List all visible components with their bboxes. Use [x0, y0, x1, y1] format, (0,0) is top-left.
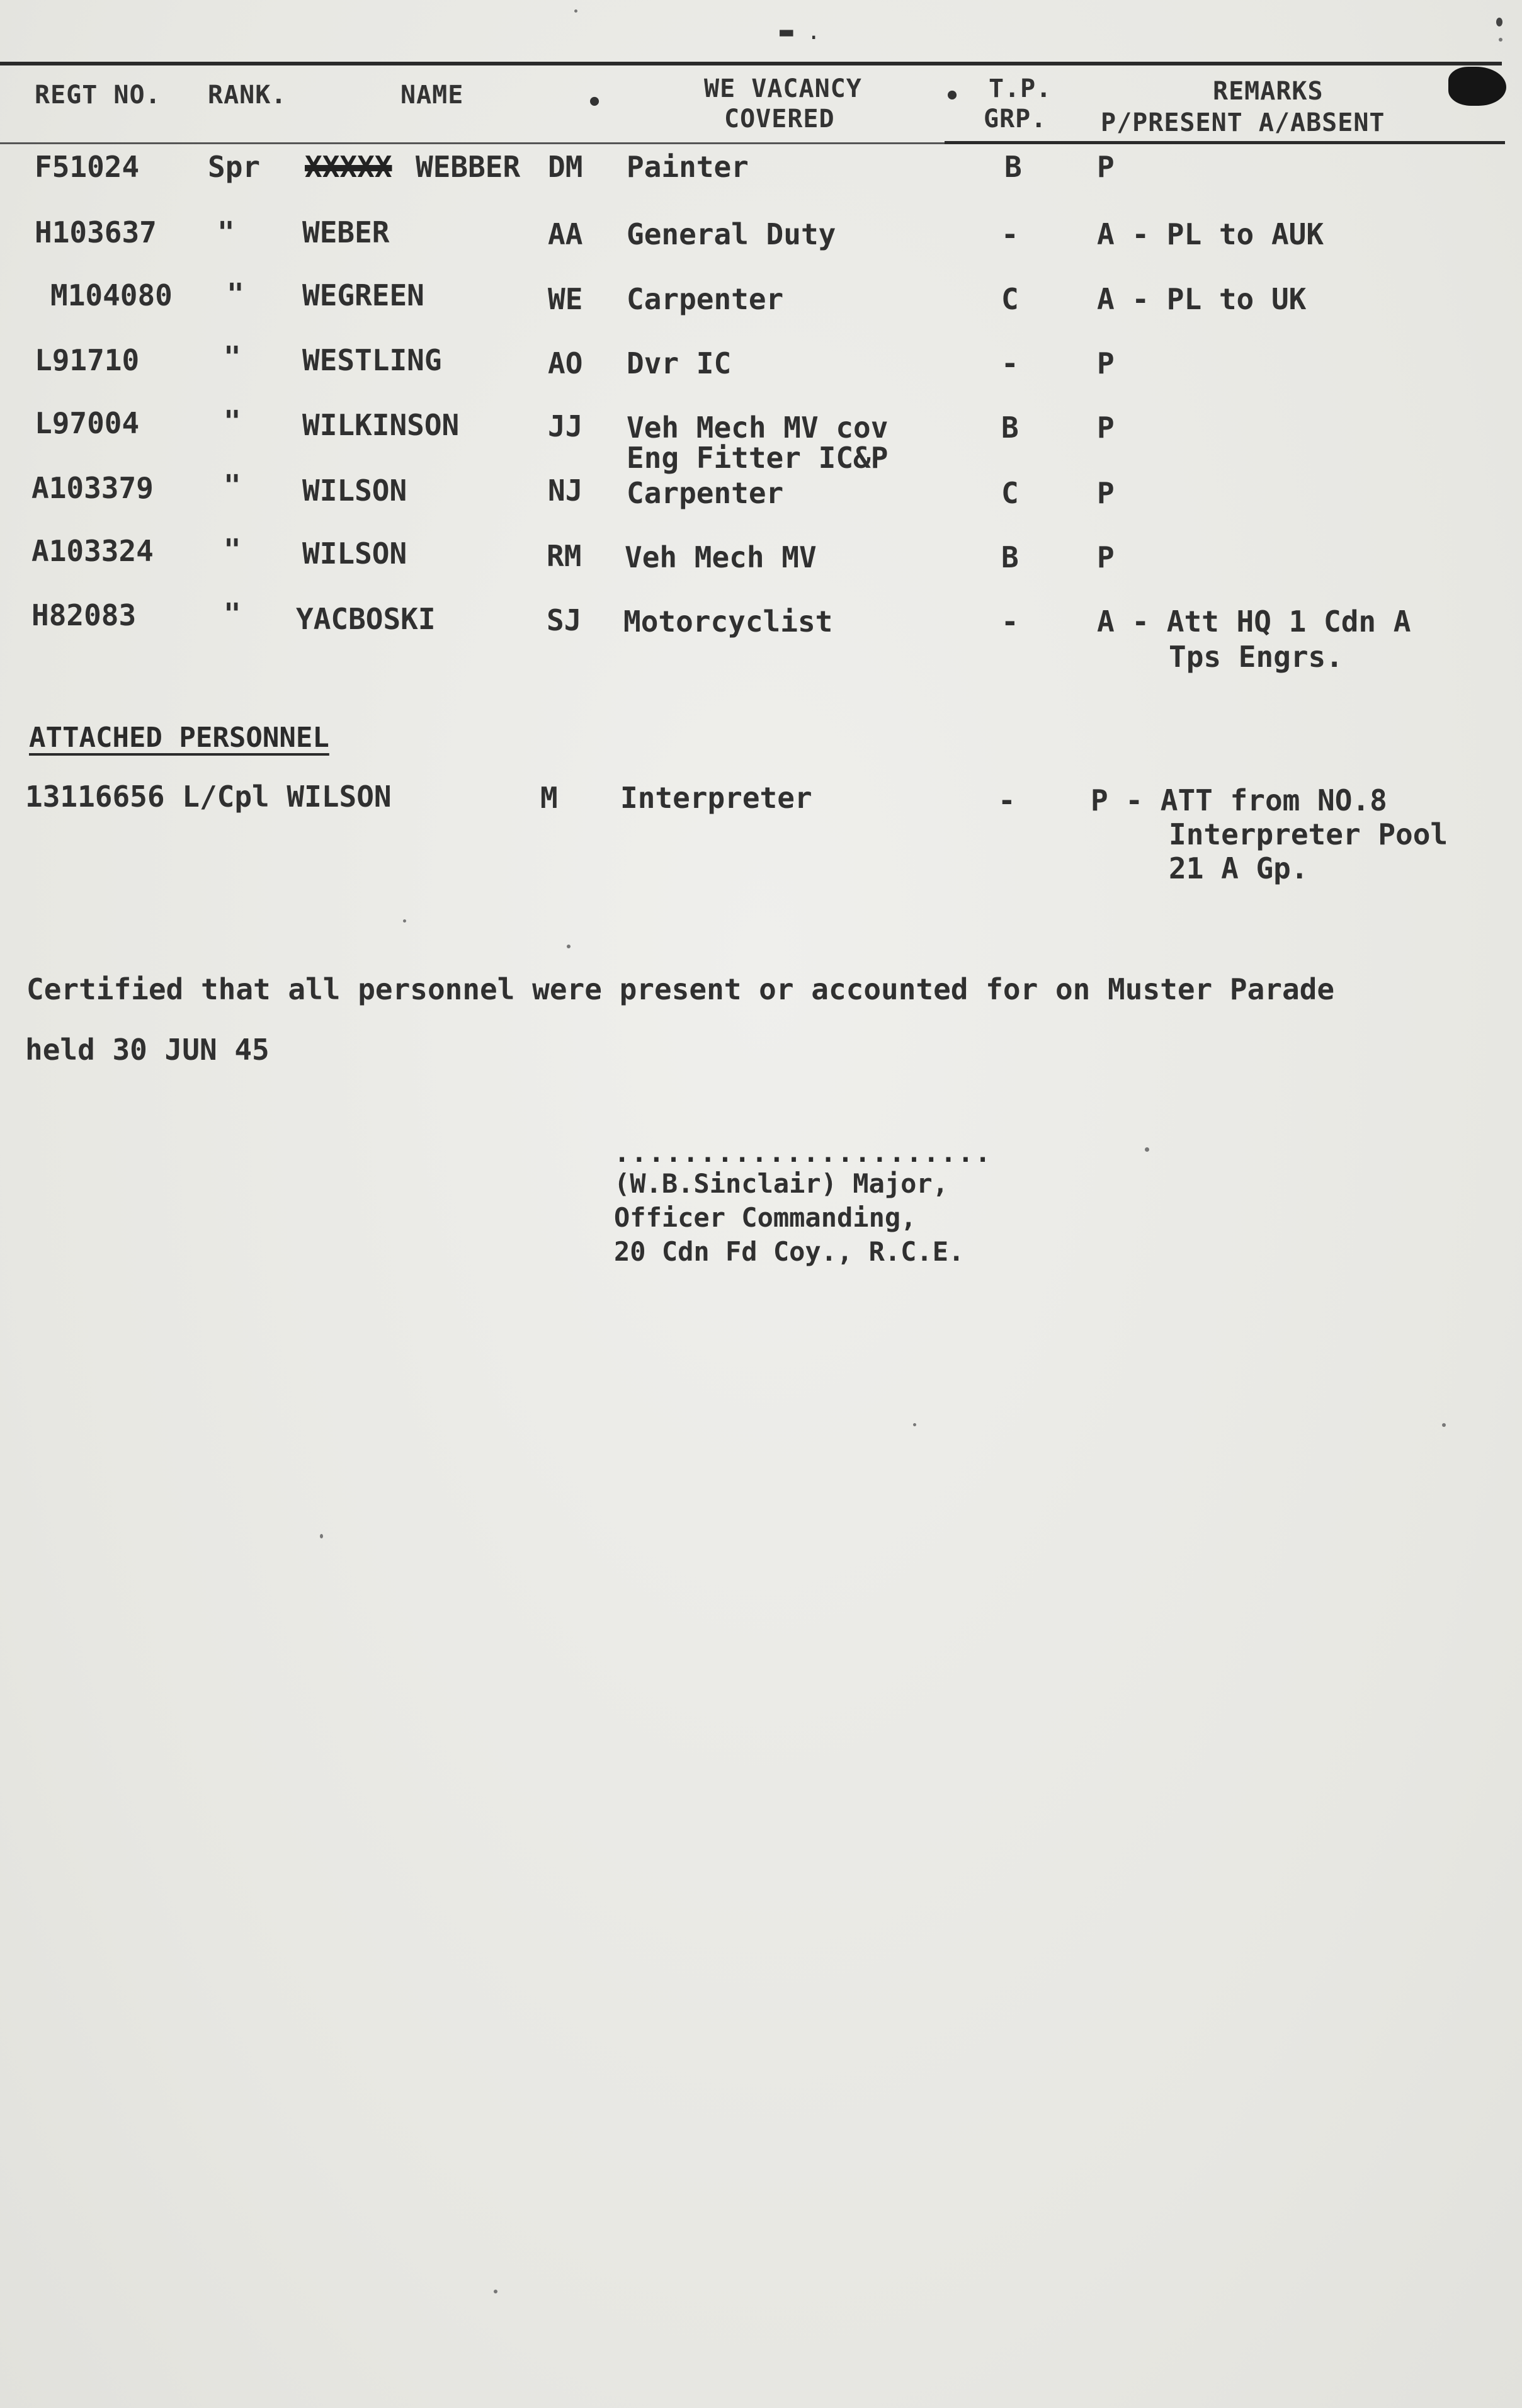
tp-grp: -: [1001, 217, 1019, 251]
attached-regt-rank-name: 13116656 L/Cpl WILSON: [25, 780, 392, 814]
vacancy: Motorcyclist: [623, 605, 833, 639]
name: YACBOSKI: [296, 602, 436, 636]
vacancy: Interpreter: [620, 781, 812, 815]
header-remarks-line2: P/PRESENT A/ABSENT: [1101, 108, 1385, 137]
remarks: A - PL to AUK: [1097, 217, 1324, 251]
struck-out-name: XXXXX: [305, 150, 392, 184]
vacancy: Veh Mech MV: [625, 540, 817, 574]
paper-speck: [913, 1423, 916, 1426]
rank: ": [227, 277, 244, 311]
remarks: P: [1097, 150, 1115, 184]
top-rule: [0, 62, 1502, 65]
initials: M: [540, 781, 558, 815]
paper-speck: [403, 919, 406, 923]
name: WILSON: [302, 474, 407, 508]
section-heading: ATTACHED PERSONNEL: [29, 722, 329, 754]
regt-no: F51024: [35, 150, 140, 184]
regt-no: A103379: [31, 471, 154, 505]
tp-grp: -: [1001, 346, 1019, 380]
initials: NJ: [548, 474, 583, 508]
remarks: P: [1097, 476, 1115, 510]
paper-speck: [1145, 1147, 1149, 1152]
remarks: P: [1097, 346, 1115, 380]
vacancy: Veh Mech MV cov: [627, 411, 889, 445]
regt-no: H103637: [35, 215, 157, 249]
initials: DM: [548, 150, 583, 184]
initials: WE: [548, 282, 583, 316]
name: WESTLING: [302, 343, 442, 377]
initials: AO: [548, 346, 583, 380]
initials: RM: [547, 539, 582, 573]
header-tp-line2: GRP.: [984, 105, 1047, 133]
tp-grp: C: [1001, 282, 1019, 316]
vacancy-continued: Eng Fitter IC&P: [627, 441, 889, 475]
header-name: NAME: [400, 81, 464, 110]
regt-no: M104080: [50, 278, 173, 312]
header-rank: RANK.: [208, 81, 287, 110]
vacancy: Carpenter: [627, 476, 784, 510]
paper-speck: [567, 945, 571, 948]
tp-grp: -: [1001, 605, 1019, 639]
tp-grp: C: [1001, 476, 1019, 510]
paper-speck: [574, 9, 577, 13]
remarks: A - PL to UK: [1097, 282, 1307, 316]
tp-grp: B: [1004, 150, 1022, 184]
header-regt-no: REGT NO.: [35, 81, 161, 110]
ink-speck: [1496, 18, 1502, 26]
regt-no: L97004: [35, 406, 140, 440]
signatory-name: (W.B.Sinclair) Major,: [614, 1168, 949, 1199]
certification-date-line: held 30 JUN 45: [25, 1033, 270, 1067]
paper-speck: [494, 2290, 497, 2293]
header-dot: •: [587, 88, 603, 117]
header-vacancy-line2: COVERED: [724, 105, 835, 133]
name: WEBER: [302, 215, 390, 249]
name: WEGREEN: [302, 278, 424, 312]
initials: JJ: [548, 409, 583, 443]
tp-grp: -: [998, 783, 1016, 817]
vacancy: Carpenter: [627, 282, 784, 316]
rank: ": [224, 533, 241, 567]
signatory-unit: 20 Cdn Fd Coy., R.C.E.: [614, 1236, 965, 1267]
rank: ": [224, 597, 241, 631]
vacancy: Dvr IC: [627, 346, 732, 380]
initials: SJ: [547, 603, 582, 637]
rank: ": [224, 469, 241, 503]
certification-line: Certified that all personnel were present or accounted for on Muster Parade: [26, 972, 1335, 1006]
remarks: P - ATT from NO.8: [1091, 783, 1387, 817]
header-vacancy-line1: WE VACANCY: [704, 74, 862, 103]
vacancy: Painter: [627, 150, 749, 184]
name: WEBBER: [416, 150, 521, 184]
rank: ": [224, 404, 241, 438]
regt-no: L91710: [35, 343, 140, 377]
name: WILSON: [302, 537, 407, 571]
rank: ": [217, 215, 235, 249]
remarks-continued: Interpreter Pool: [1169, 817, 1448, 851]
remarks: P: [1097, 540, 1115, 574]
paper-speck: [1442, 1423, 1446, 1427]
initials: AA: [548, 217, 583, 251]
header-remarks-line1: REMARKS: [1213, 77, 1324, 106]
remarks-continued: 21 A Gp.: [1169, 851, 1309, 885]
header-dot: •: [945, 82, 961, 111]
header-tp-line1: T.P.: [989, 74, 1052, 103]
regt-no: A103324: [31, 534, 154, 568]
signature-line: ......................: [614, 1137, 992, 1168]
ink-speck: [1499, 38, 1502, 42]
name: WILKINSON: [302, 408, 460, 442]
remarks: A - Att HQ 1 Cdn A: [1097, 605, 1411, 639]
vacancy: General Duty: [627, 217, 836, 251]
rank: ": [224, 340, 241, 374]
remarks: P: [1097, 411, 1115, 445]
signatory-title: Officer Commanding,: [614, 1202, 917, 1233]
tp-grp: B: [1001, 411, 1019, 445]
regt-no: H82083: [31, 598, 137, 632]
rank: Spr: [208, 150, 261, 184]
tp-grp: B: [1001, 540, 1019, 574]
top-mark: ▬ .: [780, 19, 821, 45]
ink-blot: [1448, 67, 1506, 106]
header-rule: [945, 141, 1505, 144]
header-rule-left: [0, 142, 945, 144]
remarks-continued: Tps Engrs.: [1169, 640, 1343, 674]
paper-speck: [320, 1534, 323, 1538]
